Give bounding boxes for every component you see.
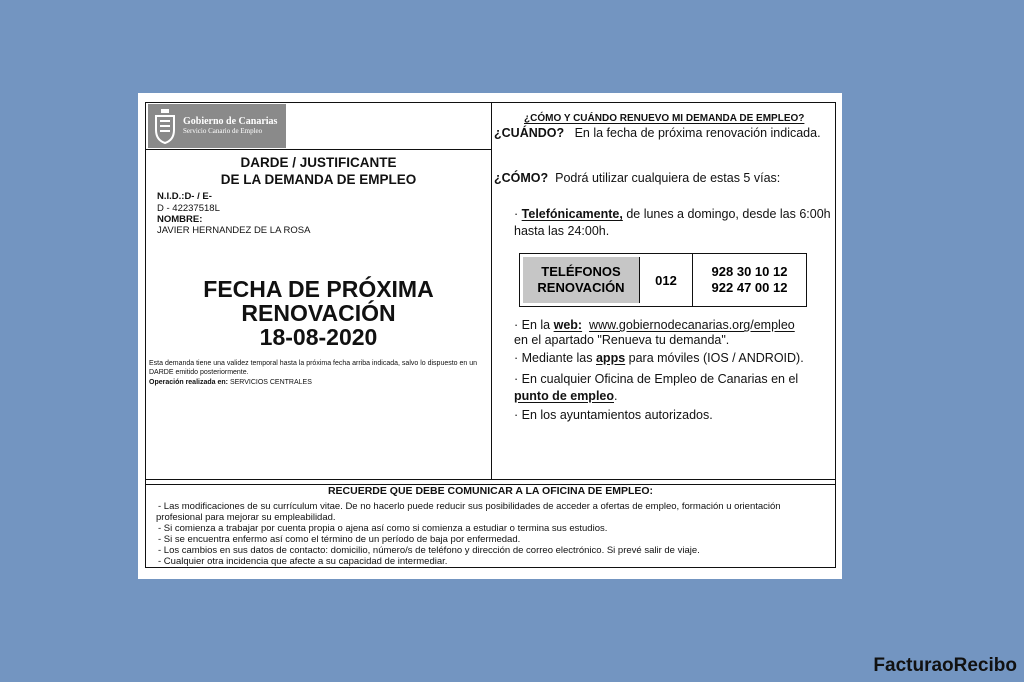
how-label: ¿CÓMO? [494,171,549,185]
how-text: Podrá utilizar cualquiera de estas 5 vías: [555,171,781,185]
gobierno-canarias-logo [148,104,286,148]
bottom-divider [146,479,835,480]
reminder-item: - Si comienza a trabajar por cuenta propia o ajena así como si comienza a estudiar o termina sus estudios. [158,523,608,534]
when-row [494,125,821,141]
web-label: web: [553,318,583,332]
right-heading: ¿CÓMO Y CUÁNDO RENUEVO MI DEMANDA DE EMPLEO? [524,113,805,124]
phone-label: Telefónicamente, [521,207,623,221]
when-label: ¿CUÁNDO? [494,126,565,140]
document-title-line2: DE LA DEMANDA DE EMPLEO [220,172,417,187]
apps-option: · Mediante las apps para móviles (IOS / ANDROID). [514,351,804,365]
name-label: NOMBRE: [157,214,203,225]
renewal-date-block [146,277,491,349]
name-value: JAVIER HERNANDEZ DE LA ROSA [157,225,311,236]
nid-value: D - 42237518L [157,203,220,214]
reminder-item: - Las modificaciones de su currículum vitae. De no hacerlo puede reducir sus posibilidades de acceder a ofertas de empleo, formación u orientación [158,501,781,512]
document-title-line1: DARDE / JUSTIFICANTE [240,155,397,170]
phone-short-number: 012 [640,254,693,306]
phone-text: de lunes a domingo, desde las 6:00h [622,207,831,221]
operation-label: Operación realizada en: [149,379,228,386]
reminder-item: - Los cambios en sus datos de contacto: domicilio, número/s de teléfono y dirección de correo electrónico. Si prevé salir de viaje. [158,545,700,556]
reminder-item: - Cualquier otra incidencia que afecte a su capacidad de intermediar. [158,556,448,567]
reminder-item: - Si se encuentra enfermo así como el término de un período de baja por enfermedad. [158,534,521,545]
logo-subtitle: Servicio Canario de Empleo [183,127,263,135]
office-label: punto de empleo [514,389,614,403]
web-section: en el apartado "Renueva tu demanda". [514,333,730,347]
ayto-option: · En los ayuntamientos autorizados. [514,408,713,422]
office-point: punto de empleo. [514,389,618,403]
when-text: En la fecha de próxima renovación indicada. [574,126,821,140]
phone-table-label: TELÉFONOS RENOVACIÓN [523,257,640,303]
operation-value: SERVICIOS CENTRALES [229,379,312,386]
phone-option: · Telefónicamente, de lunes a domingo, desde las 6:00h [514,207,831,221]
apps-label: apps [595,351,626,365]
reminder-item: profesional para mejorar su empleabilidad. [156,512,336,523]
web-option: · En la web: www.gobiernodecanarias.org/empleo [514,318,795,332]
nid-label: N.I.D.:D- / E- [157,191,212,202]
renewal-date: 18-08-2020 [259,324,378,350]
office-option: · En cualquier Oficina de Empleo de Canarias en el [514,372,799,386]
reminder-title: RECUERDE QUE DEBE COMUNICAR A LA OFICINA DE EMPLEO: [327,485,654,497]
operation-line [149,378,479,387]
watermark: FacturaoRecibo [873,655,1017,676]
phone-numbers [693,254,806,306]
web-url[interactable]: www.gobiernodecanarias.org/empleo [589,318,795,332]
phone-number-2: 922 47 00 12 [711,280,788,295]
logo-title: Gobierno de Canarias [183,116,278,127]
document-frame [145,102,836,568]
document [138,93,842,579]
phone-table [519,253,807,307]
coat-of-arms-icon [152,108,178,144]
header-divider [146,149,491,150]
phone-hours: hasta las 24:00h. [514,224,610,238]
renewal-heading-line1: FECHA DE PRÓXIMA [203,276,434,302]
phone-number-1: 928 30 10 12 [711,264,788,279]
column-divider [491,103,492,479]
validity-note: Esta demanda tiene una validez temporal hasta la próxima fecha arriba indicada, salvo lo dispuesto en un DARDE emitido posteriormente. [149,360,478,376]
renewal-heading-line2: RENOVACIÓN [241,300,396,326]
how-row [494,170,780,186]
